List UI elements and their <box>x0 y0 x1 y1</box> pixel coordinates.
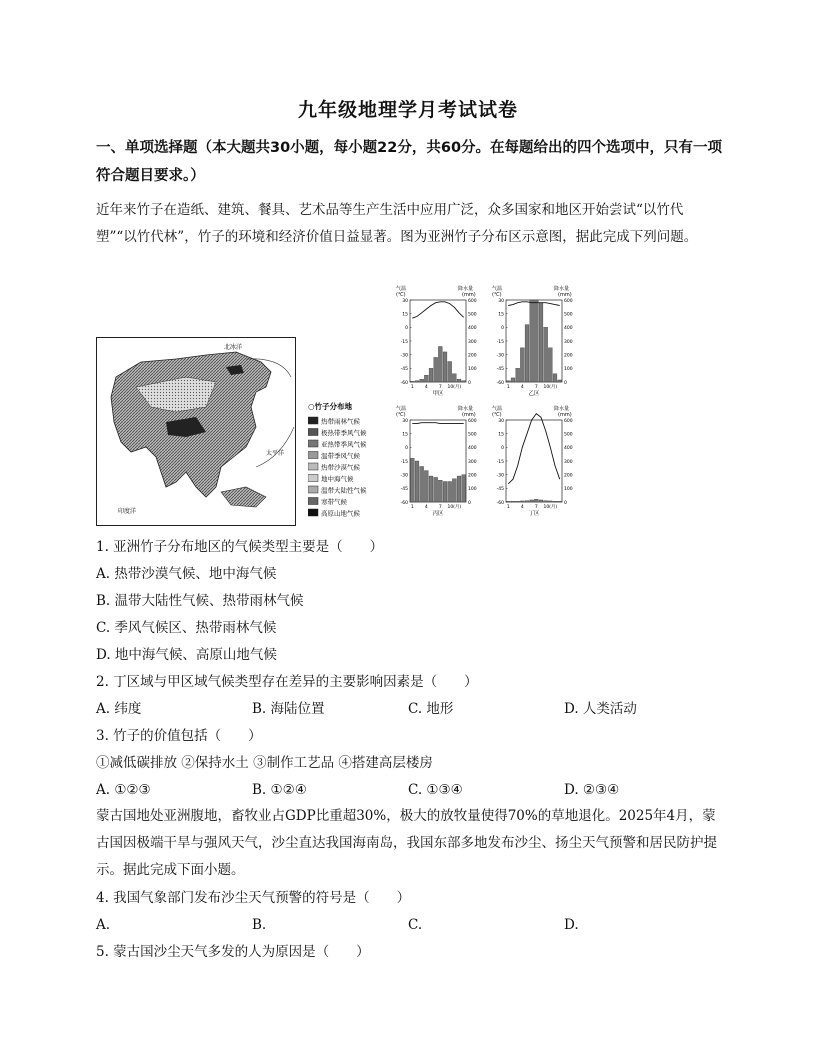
precip-bar <box>506 381 510 382</box>
q3-stem: 3. 竹子的价值包括（ ） <box>96 728 262 744</box>
precip-tick: 100 <box>564 487 573 493</box>
precip-bar <box>410 458 414 502</box>
climate-chart-2 <box>396 405 477 517</box>
month-tick: 10(月) <box>543 505 558 510</box>
month-tick: 1 <box>410 385 414 390</box>
temp-axis-unit: (℃) <box>396 412 406 418</box>
legend-swatch-0 <box>308 417 318 424</box>
q1-option-b[interactable]: B. 温带大陆性气候、热带雨林气候 <box>96 593 304 609</box>
climate-chart-1 <box>492 285 573 397</box>
temp-tick: -60 <box>400 380 408 386</box>
precip-tick: 300 <box>564 459 573 465</box>
temp-axis-label: 气温 <box>492 406 503 412</box>
precip-bar <box>462 381 466 382</box>
precip-bar <box>530 300 534 382</box>
precip-bar <box>558 380 562 382</box>
chart-name: 丁区 <box>528 511 540 517</box>
precip-tick: 500 <box>468 432 477 438</box>
q2-option-b[interactable]: B. 海陆位置 <box>252 701 325 717</box>
climate-charts-svg <box>396 284 586 524</box>
precip-axis-label: 降水量 <box>554 286 570 292</box>
precip-bar <box>424 375 428 382</box>
precip-tick: 100 <box>468 487 477 493</box>
precip-tick: 100 <box>468 367 477 373</box>
temp-axis-unit: (℃) <box>396 292 406 298</box>
precip-tick: 300 <box>468 339 477 345</box>
temp-tick: 30 <box>402 298 408 304</box>
precip-tick: 300 <box>468 459 477 465</box>
legend-swatch-3 <box>308 452 318 459</box>
q4-stem: 4. 我国气象部门发布沙尘天气预警的符号是（ ） <box>96 890 411 906</box>
q1-option-c[interactable]: C. 季风气候区、热带雨林气候 <box>96 620 277 636</box>
legend-swatch-4 <box>308 463 318 470</box>
temp-tick: 15 <box>498 432 504 438</box>
precip-tick: 500 <box>564 312 573 318</box>
precip-bar <box>534 499 538 502</box>
legend-item-label: 亚热带季风气候 <box>321 440 367 449</box>
temp-tick: -45 <box>496 367 504 373</box>
precip-tick: 200 <box>468 353 477 359</box>
pacific-ocean-label: 太平洋 <box>266 450 285 457</box>
legend-swatch-7 <box>308 498 318 505</box>
precip-bar <box>410 381 414 382</box>
precip-bar <box>553 501 557 502</box>
chart-frame <box>506 300 562 382</box>
precip-bar <box>438 346 442 382</box>
climate-charts <box>396 284 586 524</box>
precip-bar <box>429 476 433 502</box>
q4-option-a[interactable]: A. <box>96 917 111 933</box>
precip-bar <box>443 482 447 503</box>
precip-axis-unit: (mm) <box>558 292 572 298</box>
map-svg <box>96 337 296 526</box>
legend-item-label: 地中海气候 <box>321 475 354 483</box>
precip-bar <box>506 501 510 502</box>
precip-tick: 0 <box>468 500 471 506</box>
precip-tick: 500 <box>468 312 477 318</box>
temp-tick: 0 <box>501 326 504 332</box>
precip-tick: 600 <box>564 298 573 304</box>
chart-name: 丙区 <box>432 511 444 517</box>
legend-item-label: 高原山地气候 <box>321 509 360 518</box>
legend-item-label: 寒带气候 <box>321 498 347 506</box>
month-tick: 7 <box>534 505 538 510</box>
precip-bar <box>424 471 428 502</box>
precip-tick: 400 <box>564 446 573 452</box>
precip-bar <box>525 501 529 502</box>
q2-option-a[interactable]: A. 纬度 <box>96 701 142 717</box>
intro-paragraph-bamboo: 近年来竹子在造纸、建筑、餐具、艺术品等生产生活中应用广泛，众多国家和地区开始尝试“以竹代塑”“以竹代林”，竹子的环境和经济价值日益显著。图为亚洲竹子分布区示意图，据此完成下列问题。 <box>96 202 698 245</box>
temp-tick: 0 <box>405 446 408 452</box>
month-tick: 7 <box>438 505 442 510</box>
precip-bar <box>511 378 515 382</box>
temp-tick: 15 <box>402 432 408 438</box>
precip-bar <box>457 379 461 382</box>
temp-tick: -60 <box>496 380 504 386</box>
precip-bar <box>539 500 543 502</box>
precip-bar <box>415 461 419 502</box>
precip-tick: 400 <box>468 326 477 332</box>
climate-chart-0 <box>396 285 477 397</box>
temp-tick: -15 <box>496 339 504 345</box>
q3-option-d[interactable]: D. ②③④ <box>564 782 620 798</box>
arctic-ocean-label: 北冰洋 <box>224 344 243 351</box>
precip-bar <box>548 501 552 502</box>
indian-ocean-label: 印度洋 <box>118 508 137 515</box>
precip-bar <box>539 303 543 382</box>
q3-option-b[interactable]: B. ①②④ <box>252 782 307 798</box>
precip-tick: 400 <box>468 446 477 452</box>
precip-bar <box>420 379 424 382</box>
temp-tick: -30 <box>496 473 504 479</box>
precip-bar <box>544 327 548 382</box>
precip-tick: 600 <box>468 418 477 424</box>
precip-bar <box>558 501 562 502</box>
climate-chart-3 <box>492 405 573 517</box>
precip-bar <box>462 475 466 502</box>
temp-tick: -45 <box>400 367 408 373</box>
section-heading: 一、单项选择题（本大题共30小题，每小题22分，共60分。在每题给出的四个选项中，只有一项符合题目要求。） <box>96 140 723 184</box>
temp-tick: -15 <box>400 459 408 465</box>
q4-option-c[interactable]: C. <box>408 917 423 933</box>
precip-tick: 300 <box>564 339 573 345</box>
temp-tick: -30 <box>496 353 504 359</box>
temp-tick: -60 <box>496 500 504 506</box>
q1-stem: 1. 亚洲竹子分布地区的气候类型主要是（ ） <box>96 539 384 555</box>
legend-swatch-2 <box>308 440 318 447</box>
temp-tick: -15 <box>496 459 504 465</box>
precip-tick: 600 <box>564 418 573 424</box>
month-tick: 10(月) <box>447 385 462 390</box>
legend-item-label: 热带雨林气候 <box>321 417 360 426</box>
legend-item-label: 温带季风气候 <box>321 452 360 460</box>
precip-bar <box>415 381 419 382</box>
q1-option-d[interactable]: D. 地中海气候、高原山地气候 <box>96 647 277 663</box>
precip-bar <box>434 477 438 502</box>
month-tick: 1 <box>410 505 414 510</box>
month-tick: 4 <box>424 505 428 510</box>
month-tick: 4 <box>520 385 524 390</box>
precip-bar <box>525 325 529 382</box>
precip-bar <box>452 479 456 502</box>
temp-axis-label: 气温 <box>396 406 407 412</box>
q2-option-c[interactable]: C. 地形 <box>408 701 454 717</box>
chart-name: 乙区 <box>528 391 540 397</box>
precip-tick: 200 <box>468 473 477 479</box>
temp-tick: 30 <box>498 418 504 424</box>
precip-bar <box>548 348 552 382</box>
legend-title: ○竹子分布地 <box>308 402 353 411</box>
month-tick: 7 <box>438 385 442 390</box>
precip-tick: 0 <box>564 380 567 386</box>
precip-bar <box>511 501 515 502</box>
q3-option-a[interactable]: A. ①②③ <box>96 782 151 798</box>
legend-item-label: 热带沙漠气候 <box>321 463 360 472</box>
temp-tick: -45 <box>496 487 504 493</box>
precip-tick: 500 <box>564 432 573 438</box>
q5-stem: 5. 蒙古国沙尘天气多发的人为原因是（ ） <box>96 944 370 960</box>
precip-axis-label: 降水量 <box>554 406 570 412</box>
precip-tick: 200 <box>564 353 573 359</box>
page-title: 九年级地理学月考试试卷 <box>297 99 518 121</box>
precip-tick: 100 <box>564 367 573 373</box>
chart-name: 甲区 <box>432 391 444 397</box>
legend-swatch-8 <box>308 509 318 516</box>
temp-tick: -30 <box>400 473 408 479</box>
month-tick: 4 <box>520 505 524 510</box>
temp-axis-unit: (℃) <box>492 412 502 418</box>
month-tick: 4 <box>424 385 428 390</box>
precip-bar <box>520 501 524 502</box>
precip-axis-unit: (mm) <box>558 412 572 418</box>
month-tick: 10(月) <box>543 385 558 390</box>
precip-axis-label: 降水量 <box>458 286 474 292</box>
temp-tick: 15 <box>498 312 504 318</box>
precip-bar <box>438 480 442 502</box>
precip-bar <box>448 482 452 503</box>
precip-tick: 0 <box>468 380 471 386</box>
chart-frame <box>410 300 466 382</box>
temp-tick: 0 <box>501 446 504 452</box>
q4-option-b[interactable]: B. <box>252 917 267 933</box>
precip-bar <box>434 357 438 382</box>
month-tick: 7 <box>534 385 538 390</box>
month-tick: 1 <box>506 385 510 390</box>
temp-tick: 0 <box>405 326 408 332</box>
legend-item-label: 极热带季风气候 <box>321 429 367 437</box>
temp-tick: -30 <box>400 353 408 359</box>
legend-swatch-6 <box>308 486 318 493</box>
temp-tick: -60 <box>400 500 408 506</box>
temp-tick: 15 <box>402 312 408 318</box>
month-tick: 10(月) <box>447 505 462 510</box>
q4-option-d[interactable]: D. <box>564 917 579 933</box>
q3-items: ①减低碳排放 ②保持水土 ③制作工艺品 ④搭建高层楼房 <box>96 755 433 771</box>
precip-axis-unit: (mm) <box>462 412 476 418</box>
map-legend <box>308 397 390 527</box>
precip-bar <box>452 374 456 382</box>
temp-axis-unit: (℃) <box>492 292 502 298</box>
temp-tick: 30 <box>498 298 504 304</box>
precip-axis-label: 降水量 <box>458 406 474 412</box>
legend-swatch-5 <box>308 475 318 482</box>
precip-bar <box>544 501 548 502</box>
temp-tick: -45 <box>400 487 408 493</box>
legend-item-label: 温带大陆性气候 <box>321 486 367 495</box>
precip-bar <box>530 500 534 502</box>
precip-tick: 600 <box>468 298 477 304</box>
q3-option-c[interactable]: C. ①③④ <box>408 782 463 798</box>
month-tick: 1 <box>506 505 510 510</box>
legend-swatch-1 <box>308 429 318 436</box>
temp-axis-label: 气温 <box>492 286 503 292</box>
precip-bar <box>448 362 452 383</box>
temp-axis-label: 气温 <box>396 286 407 292</box>
precip-bar <box>520 348 524 382</box>
precip-bar <box>553 374 557 382</box>
precip-axis-unit: (mm) <box>462 292 476 298</box>
precip-tick: 200 <box>564 473 573 479</box>
precip-tick: 0 <box>564 500 567 506</box>
q2-option-d[interactable]: D. 人类活动 <box>564 701 637 717</box>
precip-bar <box>516 368 520 382</box>
precip-bar <box>443 352 447 382</box>
asia-bamboo-map <box>96 337 296 526</box>
temp-tick: 30 <box>402 418 408 424</box>
precip-tick: 400 <box>564 326 573 332</box>
intro-paragraph-mongolia: 蒙古国地处亚洲腹地，畜牧业占GDP比重超30%，极大的放牧量使得70%的草地退化。2025年4月，蒙古国因极端干旱与强风天气，沙尘直达我国海南岛，我国东部多地发布沙尘、扬尘天气预警和居民防护提示。据此完成下面小题。 <box>96 808 717 878</box>
precip-bar <box>457 476 461 502</box>
precip-bar <box>429 368 433 382</box>
precip-bar <box>516 501 520 502</box>
precip-bar <box>420 466 424 502</box>
temp-tick: -15 <box>400 339 408 345</box>
q2-stem: 2. 丁区域与甲区域气候类型存在差异的主要影响因素是（ ） <box>96 674 478 690</box>
precip-bar <box>534 300 538 382</box>
q1-option-a[interactable]: A. 热带沙漠气候、地中海气候 <box>96 566 277 582</box>
